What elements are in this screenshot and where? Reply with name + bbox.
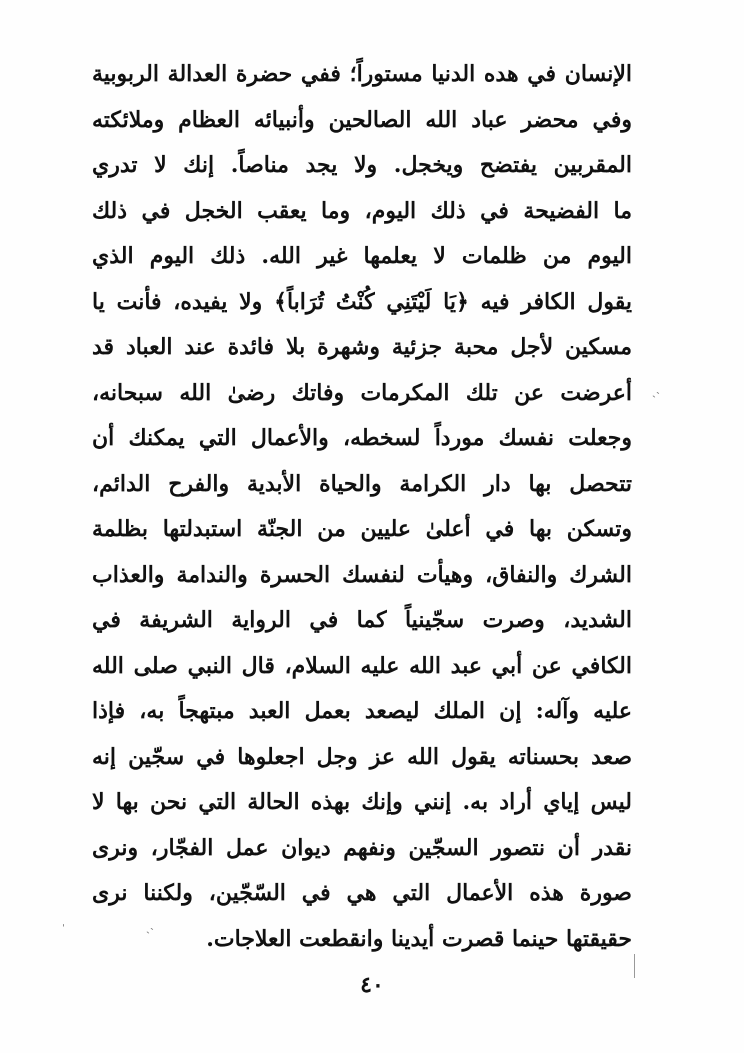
text-line: الكافي عن أبي عبد الله عليه السلام، قال النبي صلى الله <box>92 652 632 679</box>
text-line: يقول الكافر فيه ﴿يَا لَيْتَنِي كُنْتُ تُرَاباً﴾ ولا يفيده، فأنت يا <box>92 288 632 315</box>
text-line: تتحصل بها دار الكرامة والحياة الأبدية والفرح الدائم، <box>92 470 632 497</box>
text-line: اليوم من ظلمات لا يعلمها غير الله. ذلك اليوم الذي <box>92 243 632 269</box>
text-line: حقيقتها حينما قصرت أيدينا وانقطعت العلاجات. <box>206 925 632 952</box>
text-line: صورة هذه الأعمال التي هي في السّجّين، ولكننا نرى <box>92 880 632 906</box>
text-line: وجعلت نفسك مورداً لسخطه، والأعمال التي يمكنك أن <box>92 425 632 451</box>
scan-speck: ˈ <box>62 924 65 935</box>
text-line: عليه وآله: إن الملك ليصعد بعمل العبد مبتهجاً به، فإذا <box>92 698 632 724</box>
body-text <box>92 52 632 962</box>
text-line: أعرضت عن تلك المكرمات وفاتك رضىٰ الله سبحانه، <box>92 379 632 406</box>
text-line: ما الفضيحة في ذلك اليوم، وما يعقب الخجل في ذلك <box>92 197 632 224</box>
text-line: مسكين لأجل محبة جزئية وشهرة بلا فائدة عند العباد قد <box>92 334 632 360</box>
text-line: نقدر أن نتصور السجّين ونفهم ديوان عمل الفجّار، ونرى <box>92 834 632 861</box>
text-line: وفي محضر عباد الله الصالحين وأنبيائه العظام وملائكته <box>92 106 632 133</box>
text-line: المقربين يفتضح ويخجل. ولا يجد مناصاً. إنك لا تدري <box>92 152 632 178</box>
scan-speck: ˏ˴ <box>652 384 660 398</box>
scan-speck: ˏ˴ <box>146 920 154 934</box>
text-line: الشديد، وصرت سجّينياً كما في الرواية الشريفة في <box>92 607 632 633</box>
text-line: الإنسان في هده الدنيا مستوراً؛ ففي حضرة العدالة الربوبية <box>92 61 632 87</box>
scan-line-mark <box>634 954 635 978</box>
text-line: وتسكن بها في أعلىٰ عليين من الجنّة استبدلتها بظلمة <box>92 516 632 542</box>
page-number: ٤٠ <box>360 972 384 998</box>
text-line: الشرك والنفاق، وهيأت لنفسك الحسرة والندامة والعذاب <box>92 561 632 588</box>
text-line: ليس إياي أراد به. إنني وإنك بهذه الحالة التي نحن بها لا <box>92 789 632 815</box>
text-line: صعد بحسناته يقول الله عز وجل اجعلوها في سجّين إنه <box>92 743 632 770</box>
